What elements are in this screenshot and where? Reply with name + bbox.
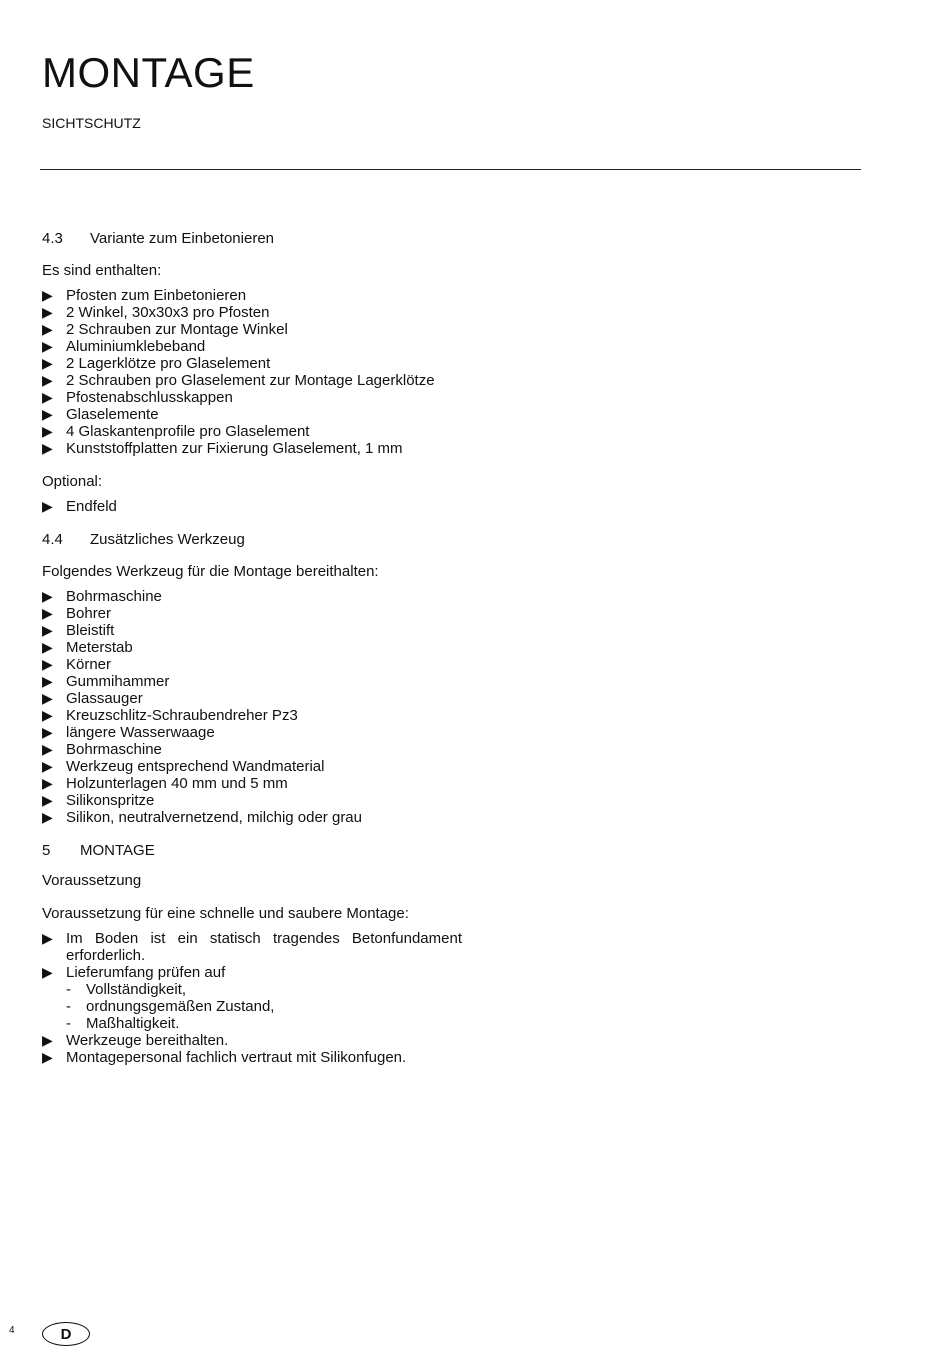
sublist-item <box>42 981 462 998</box>
list-item <box>42 605 462 622</box>
bullet-arrow-icon: ▶ <box>42 809 53 825</box>
list-item <box>42 1049 462 1066</box>
list-item-text: längere Wasserwaage <box>66 724 215 741</box>
page-subtitle: SICHTSCHUTZ <box>42 115 141 131</box>
sublist-item <box>42 998 462 1015</box>
list-item <box>42 355 462 372</box>
section-number: 4.3 <box>42 230 63 247</box>
list-item-text: Bohrmaschine <box>66 588 162 605</box>
list-item <box>42 304 462 321</box>
sublist-item-text: Maßhaltigkeit. <box>86 1015 180 1032</box>
list-item-text: Montagepersonal fachlich vertraut mit Silikonfugen. <box>66 1049 407 1066</box>
list-item-text: Im Boden ist ein statisch tragendes Betonfundament erforderlich. <box>66 930 462 964</box>
bullet-arrow-icon: ▶ <box>42 622 53 638</box>
header-divider <box>40 169 861 170</box>
list-item-text: Glassauger <box>66 690 143 707</box>
list-item <box>42 741 462 758</box>
bullet-arrow-icon: ▶ <box>42 372 53 388</box>
bullet-arrow-icon: ▶ <box>42 758 53 774</box>
bullet-arrow-icon: ▶ <box>42 707 53 723</box>
bullet-arrow-icon: ▶ <box>42 287 53 303</box>
list-item-text: Pfosten zum Einbetonieren <box>66 287 247 304</box>
section-heading-4-4 <box>42 531 462 548</box>
bullet-arrow-icon: ▶ <box>42 304 53 320</box>
bullet-arrow-icon: ▶ <box>42 639 53 655</box>
list-item-text: 2 Schrauben zur Montage Winkel <box>66 321 288 338</box>
list-item-text: Körner <box>66 656 112 673</box>
sublist-item-text: ordnungsgemäßen Zustand, <box>86 998 275 1015</box>
sublist-item <box>42 1015 462 1032</box>
bullet-arrow-icon: ▶ <box>42 775 53 791</box>
dash-marker: - <box>66 998 71 1015</box>
list-item <box>42 792 462 809</box>
list-item-text: Kunststoffplatten zur Fixierung Glaselement, 1 mm <box>66 440 403 457</box>
list-item-text: Kreuzschlitz-Schraubendreher Pz3 <box>66 707 298 724</box>
bullet-arrow-icon: ▶ <box>42 690 53 706</box>
section-title: MONTAGE <box>80 842 155 859</box>
list-item <box>42 673 462 690</box>
tools-list <box>42 588 462 826</box>
list-item <box>42 423 462 440</box>
list-item <box>42 707 462 724</box>
list-item <box>42 321 462 338</box>
list-item <box>42 775 462 792</box>
bullet-arrow-icon: ▶ <box>42 724 53 740</box>
list-item-text: Endfeld <box>66 498 117 515</box>
dash-marker: - <box>66 981 71 998</box>
page-title: MONTAGE <box>42 49 255 96</box>
list-item-text: Werkzeuge bereithalten. <box>66 1032 229 1049</box>
list-item-text: 2 Lagerklötze pro Glaselement <box>66 355 271 372</box>
list-item-text: Lieferumfang prüfen auf <box>66 964 226 981</box>
bullet-arrow-icon: ▶ <box>42 673 53 689</box>
dash-marker: - <box>66 1015 71 1032</box>
bullet-arrow-icon: ▶ <box>42 605 53 621</box>
section-intro: Es sind enthalten: <box>42 262 162 279</box>
list-item <box>42 338 462 355</box>
list-item-text: Holzunterlagen 40 mm und 5 mm <box>66 775 288 792</box>
bullet-arrow-icon: ▶ <box>42 1032 53 1048</box>
optional-parts-list <box>42 498 462 515</box>
list-item <box>42 639 462 656</box>
list-item-text: Silikon, neutralvernetzend, milchig oder grau <box>66 809 362 826</box>
list-item-text: 4 Glaskantenprofile pro Glaselement <box>66 423 310 440</box>
list-item <box>42 498 462 515</box>
section-heading-4-3 <box>42 230 462 247</box>
list-item <box>42 588 462 605</box>
included-parts-list <box>42 287 462 457</box>
sublist-item-text: Vollständigkeit, <box>86 981 187 998</box>
document-body <box>42 230 462 1082</box>
bullet-arrow-icon: ▶ <box>42 440 53 456</box>
list-item-text: Werkzeug entsprechend Wandmaterial <box>66 758 325 775</box>
section-number: 5 <box>42 842 51 859</box>
bullet-arrow-icon: ▶ <box>42 588 53 604</box>
list-item-text: 2 Winkel, 30x30x3 pro Pfosten <box>66 304 270 321</box>
bullet-arrow-icon: ▶ <box>42 1049 53 1065</box>
list-item <box>42 287 462 304</box>
list-item <box>42 622 462 639</box>
list-item <box>42 389 462 406</box>
bullet-arrow-icon: ▶ <box>42 423 53 439</box>
list-item <box>42 372 462 389</box>
bullet-arrow-icon: ▶ <box>42 656 53 672</box>
requirements-list <box>42 930 462 1066</box>
bullet-arrow-icon: ▶ <box>42 406 53 422</box>
list-item <box>42 724 462 741</box>
list-item <box>42 758 462 775</box>
section-intro: Voraussetzung für eine schnelle und saubere Montage: <box>42 905 409 922</box>
bullet-arrow-icon: ▶ <box>42 389 53 405</box>
sublist <box>42 981 462 1032</box>
language-badge: D <box>42 1322 90 1346</box>
section-number: 4.4 <box>42 531 63 548</box>
list-item-text: Bohrer <box>66 605 112 622</box>
section-title: Variante zum Einbetonieren <box>90 230 274 247</box>
list-item-text: Aluminiumklebeband <box>66 338 206 355</box>
section-heading-5 <box>42 842 462 859</box>
bullet-arrow-icon: ▶ <box>42 321 53 337</box>
list-item <box>42 656 462 673</box>
list-item-text: Glaselemente <box>66 406 159 423</box>
bullet-arrow-icon: ▶ <box>42 930 53 946</box>
list-item-text: Pfostenabschlusskappen <box>66 389 233 406</box>
optional-label: Optional: <box>42 473 103 490</box>
section-title: Zusätzliches Werkzeug <box>90 531 245 548</box>
bullet-arrow-icon: ▶ <box>42 741 53 757</box>
bullet-arrow-icon: ▶ <box>42 355 53 371</box>
list-item <box>42 930 462 964</box>
bullet-arrow-icon: ▶ <box>42 964 53 980</box>
list-item <box>42 809 462 826</box>
list-item-text: Silikonspritze <box>66 792 155 809</box>
list-item <box>42 964 462 981</box>
subheading-voraussetzung: Voraussetzung <box>42 872 142 889</box>
list-item <box>42 440 462 457</box>
list-item-text: Gummihammer <box>66 673 170 690</box>
list-item <box>42 1032 462 1049</box>
list-item-text: Bohrmaschine <box>66 741 162 758</box>
list-item-text: 2 Schrauben pro Glaselement zur Montage Lagerklötze <box>66 372 435 389</box>
bullet-arrow-icon: ▶ <box>42 792 53 808</box>
section-intro: Folgendes Werkzeug für die Montage bereithalten: <box>42 563 379 580</box>
bullet-arrow-icon: ▶ <box>42 338 53 354</box>
list-item-text: Bleistift <box>66 622 115 639</box>
bullet-arrow-icon: ▶ <box>42 498 53 514</box>
list-item-text: Meterstab <box>66 639 133 656</box>
list-item <box>42 690 462 707</box>
page-number: 4 <box>9 1325 15 1336</box>
list-item <box>42 406 462 423</box>
